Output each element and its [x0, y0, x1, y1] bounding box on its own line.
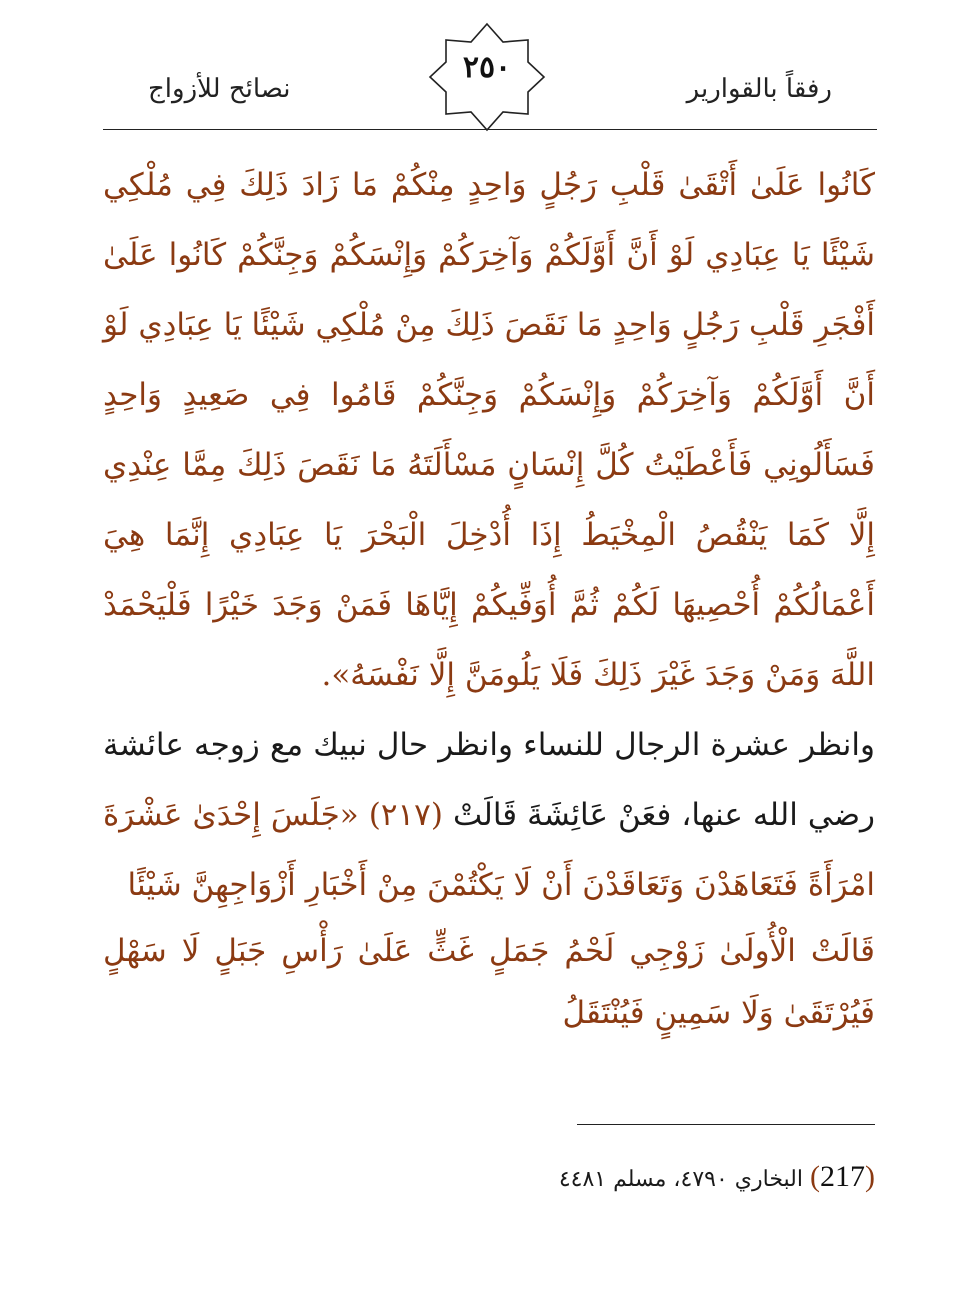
- header-divider: [103, 129, 877, 130]
- hadith-continuation: قَالَتْ الْأُولَىٰ زَوْجِي لَحْمُ جَمَلٍ غَثٍّ عَلَىٰ رَأْسِ جَبَلٍ لَا سَهْلٍ فَيُرْتَقَىٰ وَلَا سَمِينٍ فَيُنْتَقَلُ: [103, 933, 875, 1031]
- page-number-badge: [428, 22, 546, 132]
- footnote-number: (217): [810, 1160, 875, 1193]
- footnote-divider: [577, 1124, 875, 1125]
- commentary-paragraph: [103, 710, 875, 920]
- commentary-text: وانظر عشرة الرجال للنساء وانظر حال نبيك مع زوجه عائشة رضي الله عنها، فعَنْ عَائِشَةَ قَالَتْ: [103, 727, 875, 833]
- footnote-reference: (٢١٧): [368, 797, 443, 833]
- hadith-quote: «جَلَسَ إِحْدَىٰ عَشْرَةَ امْرَأَةً فَتَعَاهَدْنَ وَتَعَاقَدْنَ أَنْ لَا يَكْتُمْنَ مِنْ أَخْبَارِ أَزْوَاجِهِنَّ شَيْئًا: [103, 797, 875, 903]
- page-header: [0, 0, 980, 140]
- footnote: [559, 1160, 875, 1194]
- chapter-title: نصائح للأزواج: [148, 74, 291, 104]
- footnote-text: البخاري ٤٧٩٠، مسلم ٤٤٨١: [558, 1167, 803, 1192]
- page-number: ٢٥٠: [462, 50, 512, 85]
- hadith-paragraph: كَانُوا عَلَىٰ أَتْقَىٰ قَلْبِ رَجُلٍ وَاحِدٍ مِنْكُمْ مَا زَادَ ذَلِكَ فِي مُلْكِي شَيْئًا يَا عِبَادِي لَوْ أَنَّ أَوَّلَكُمْ وَآخِرَكُمْ وَإِنْسَكُمْ وَجِنَّكُمْ كَانُوا عَلَىٰ أَفْجَرِ قَلْبِ رَجُلٍ وَاحِدٍ مَا نَقَصَ ذَلِكَ مِنْ مُلْكِي شَيْئًا يَا عِبَادِي لَوْ أَنَّ أَوَّلَكُمْ وَآخِرَكُمْ وَإِنْسَكُمْ وَجِنَّكُمْ قَامُوا فِي صَعِيدٍ وَاحِدٍ فَسَأَلُونِي فَأَعْطَيْتُ كُلَّ إِنْسَانٍ مَسْأَلَتَهُ مَا نَقَصَ ذَلِكَ مِمَّا عِنْدِي إِلَّا كَمَا يَنْقُصُ الْمِخْيَطُ إِذَا أُدْخِلَ الْبَحْرَ يَا عِبَادِي إِنَّمَا هِيَ أَعْمَالُكُمْ أُحْصِيهَا لَكُمْ ثُمَّ أُوَفِّيكُمْ إِيَّاهَا فَمَنْ وَجَدَ خَيْرًا فَلْيَحْمَدْ اللَّهَ وَمَنْ وَجَدَ غَيْرَ ذَلِكَ فَلَا يَلُومَنَّ إِلَّا نَفْسَهُ».: [103, 167, 875, 693]
- main-text: [103, 150, 875, 1044]
- book-title: رفقاً بالقوارير: [686, 74, 832, 104]
